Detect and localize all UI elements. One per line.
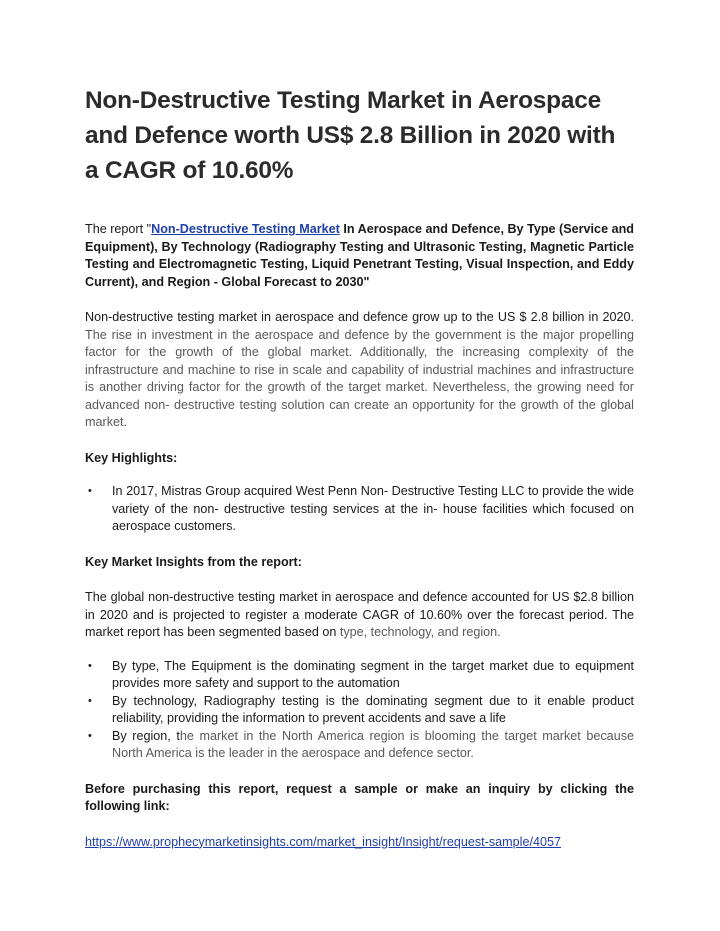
highlights-list [85, 483, 634, 536]
key-insights-heading: Key Market Insights from the report: [85, 554, 302, 569]
list-item-text: By type, The Equipment is the dominating segment in the target market due to equipment provides more safety and support to the automation [112, 658, 634, 690]
list-item [85, 483, 634, 536]
list-item [85, 658, 634, 693]
insights-list [85, 658, 634, 763]
intro-suffix: In Aerospace and Defence, By Type (Service and Equipment), By Technology (Radiography Testing and Ultrasonic Testing, Magnetic Particle Testing and Electromagnetic Testing, Liquid Penetrant Testing, Visual Inspection, and Eddy Current), and Region - Global Forecast to 2030" [85, 222, 634, 289]
page-title: Non-Destructive Testing Market in Aerospace and Defence worth US$ 2.8 Billion in 2020 with a CAGR of 10.60% [85, 87, 616, 184]
list-item-text: By technology, Radiography testing is the dominating segment due to it enable product reliability, providing the information to prevent accidents and save a life [112, 693, 634, 725]
report-link[interactable]: Non-Destructive Testing Market [151, 222, 340, 236]
bullet-icon: • [88, 485, 92, 497]
list-item-text: In 2017, Mistras Group acquired West Penn Non- Destructive Testing LLC to provide the wide variety of the non- destructive testing services at the in- house facilities which focused on aerospace customers. [112, 484, 634, 533]
purchase-cta-text: Before purchasing this report, request a sample or make an inquiry by clicking the following link: [85, 781, 634, 813]
request-sample-link[interactable]: https://www.prophecymarketinsights.com/market_insight/Insight/request-sample/4057 [85, 834, 561, 849]
bullet-icon: • [88, 694, 92, 707]
intro-prefix: The report " [85, 222, 152, 236]
bullet-icon: • [88, 659, 92, 672]
list-item [85, 693, 634, 728]
bullet-icon: • [88, 729, 92, 742]
overview-light: The rise in investment in the aerospace and defence by the government is the major propelling factor for the growth of the global market. Additionally, the increasing complexity of the infrastructure and machine to rise in scale and capability of industrial machines and infrastructure is another driving factor for the growth of the target market. Nevertheless, the growing need for advanced non- destructive testing solution can create an opportunity for the growth of the global market. [85, 327, 634, 429]
overview-paragraph [85, 309, 634, 432]
insights-dark: The global non-destructive testing market in aerospace and defence accounted for US $2.8 billion in 2020 and is projected to register a moderate CAGR of 10.60% over the forecast period. The market report has been segmented based on [85, 590, 634, 639]
url-line [85, 834, 634, 852]
insights-light: type, technology, and region. [339, 625, 501, 639]
list-item-text: By region, t [112, 728, 180, 743]
insights-paragraph [85, 589, 634, 642]
report-intro [85, 221, 634, 291]
list-item [85, 728, 634, 763]
key-highlights-heading: Key Highlights: [85, 450, 178, 465]
list-item-text-light: he market in the North America region is blooming the target market because North America is the leader in the aerospace and defence sector. [112, 728, 634, 760]
overview-dark: Non-destructive testing market in aerospace and defence grow up to the US $ 2.8 billion in 2020. [85, 310, 634, 324]
